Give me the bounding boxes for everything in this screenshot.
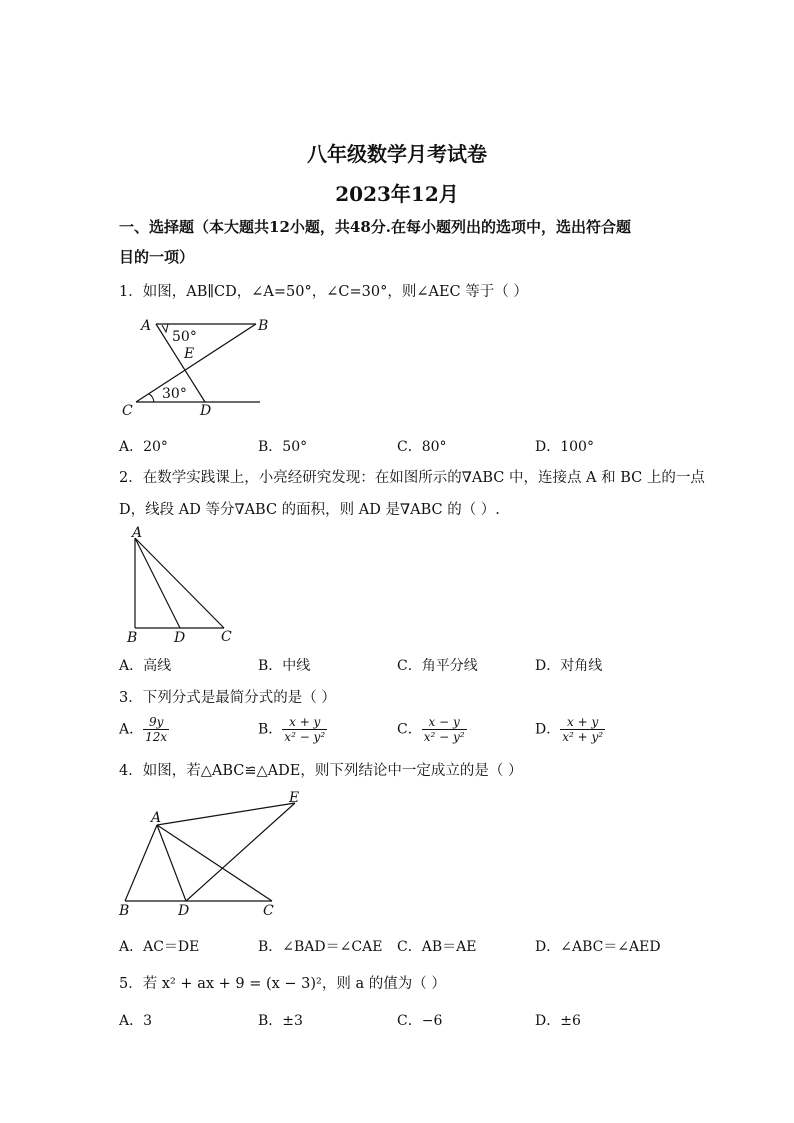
angle-a-arc — [162, 324, 168, 332]
q3-option-d — [535, 715, 605, 744]
q3-option-d-letter: D． — [535, 721, 561, 738]
label-d: D — [178, 903, 190, 919]
question-2-text-line2: D，线段 AD 等分∇ABC 的面积，则 AD 是∇ABC 的（ ）. — [119, 502, 500, 518]
segment-ad — [157, 825, 186, 901]
q3-option-a-letter: A． — [119, 721, 144, 738]
segment-ad — [135, 538, 180, 628]
label-c: C — [263, 903, 274, 919]
q3-option-a-denominator: 12x — [145, 730, 168, 744]
angle-c-arc — [149, 394, 154, 402]
q3-option-c-letter: C． — [397, 721, 422, 738]
q4-option-d: D．∠ABC＝∠AED — [535, 939, 661, 955]
exam-date: 2023年12月 — [335, 182, 459, 206]
section-heading-line2: 目的一项） — [119, 248, 195, 266]
q3-option-c — [397, 715, 467, 744]
label-b: B — [119, 903, 130, 919]
section-heading-line1: 一、选择题（本大题共12小题，共48分.在每小题列出的选项中，选出符合题 — [119, 218, 631, 236]
q2-figure — [118, 524, 248, 648]
q5-option-b: B．±3 — [258, 1013, 303, 1029]
q3-option-d-numerator: x + y — [560, 715, 605, 730]
q3-option-d-fraction — [560, 715, 605, 744]
segment-ac — [157, 825, 272, 901]
q3-option-c-denominator: x² − y² — [423, 730, 465, 744]
q4-figure — [114, 786, 310, 920]
q4-option-a: A．AC＝DE — [119, 939, 200, 955]
label-d: D — [174, 630, 186, 646]
angle-c-value: 30° — [162, 386, 187, 402]
q3-option-b — [258, 715, 327, 744]
question-5-text: 5．若 x² + ax + 9 = (x − 3)²，则 a 的值为（ ） — [119, 976, 446, 992]
q1-option-c: C．80° — [397, 439, 447, 455]
question-2-text-line1: 2．在数学实践课上，小亮经研究发现：在如图所示的∇ABC 中，连接点 A 和 BC 上的一点 — [119, 470, 705, 486]
q5-option-c: C．−6 — [397, 1013, 443, 1029]
angle-a-value: 50° — [172, 329, 197, 345]
q3-option-b-fraction — [282, 715, 327, 744]
q4-option-c: C．AB＝AE — [397, 939, 477, 955]
label-a: A — [132, 525, 143, 541]
q1-option-b: B．50° — [258, 439, 308, 455]
question-3-text: 3．下列分式是最简分式的是（ ） — [119, 690, 336, 706]
segment-ab — [125, 825, 157, 901]
q3-option-c-numerator: x − y — [422, 715, 467, 730]
label-a: A — [151, 810, 162, 826]
label-d: D — [200, 403, 212, 419]
q3-option-a-fraction — [143, 715, 169, 744]
q3-option-b-numerator: x + y — [282, 715, 327, 730]
q2-option-a: A．高线 — [119, 658, 172, 674]
question-1-text: 1．如图，AB∥CD，∠A=50°，∠C=30°，则∠AEC 等于（ ） — [119, 284, 528, 300]
q3-option-a — [119, 715, 169, 744]
exam-title: 八年级数学月考试卷 — [307, 142, 487, 166]
label-b: B — [258, 318, 269, 334]
q1-option-d: D．100° — [535, 439, 594, 455]
q5-option-a: A．3 — [119, 1013, 153, 1029]
label-c: C — [122, 403, 133, 419]
label-e: E — [184, 346, 195, 362]
q3-option-b-letter: B． — [258, 721, 283, 738]
segment-ac — [135, 538, 224, 628]
q2-option-d: D．对角线 — [535, 658, 603, 674]
label-a: A — [141, 318, 152, 334]
q3-option-d-denominator: x² + y² — [562, 730, 604, 744]
q3-option-a-numerator: 9y — [143, 715, 169, 730]
q3-option-b-denominator: x² − y² — [284, 730, 326, 744]
q2-option-b: B．中线 — [258, 658, 311, 674]
label-c: C — [221, 629, 232, 645]
q1-figure — [118, 312, 278, 422]
question-4-text: 4．如图，若△ABC≌△ADE，则下列结论中一定成立的是（ ） — [119, 763, 523, 779]
q2-option-c: C．角平分线 — [397, 658, 478, 674]
q4-option-b: B．∠BAD＝∠CAE — [258, 939, 383, 955]
label-e: E — [289, 790, 300, 806]
q1-option-a: A．20° — [119, 439, 168, 455]
label-b: B — [127, 630, 138, 646]
q5-option-d: D．±6 — [535, 1013, 581, 1029]
q3-option-c-fraction — [422, 715, 467, 744]
